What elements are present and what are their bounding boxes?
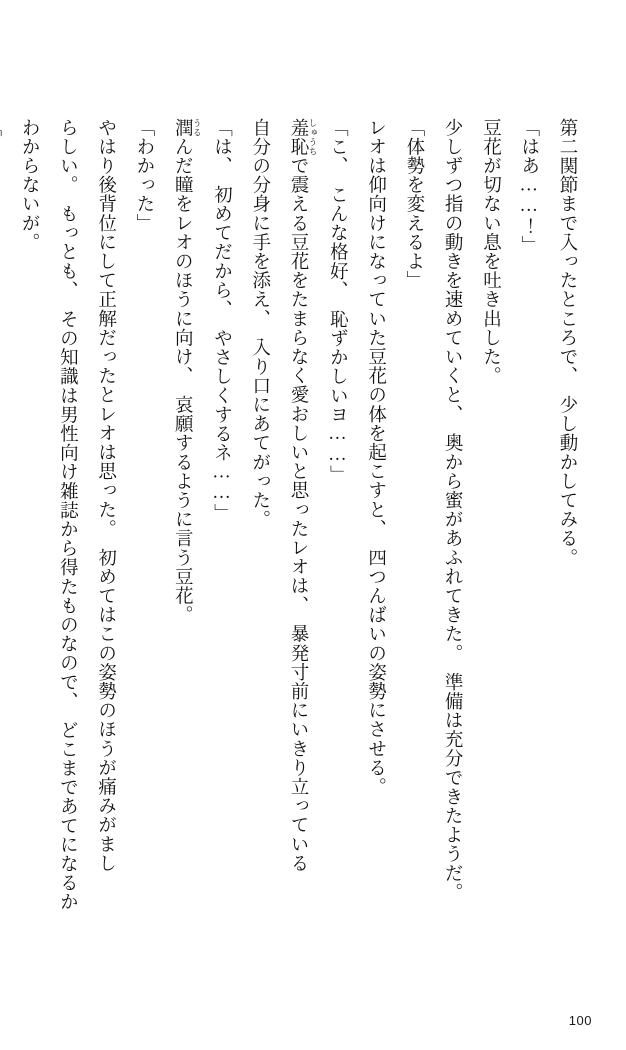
paragraph-14: らしい。 もっとも、 その知識は男性向け雑誌から得たものなので、 どこまであてになるか [57,118,78,912]
paragraph-13: やはり後背位にして正解だったとレオは思った。 初めてはこの姿勢のほうが痛みがまし [95,118,116,873]
paragraph-16-dialogue [0,118,10,990]
paragraph-2-dialogue: 「はあ……！」 [518,118,539,255]
vertical-text-body [19,118,586,990]
paragraph-4: 少しずつ指の動きを速めていくと、 奥から蜜があふれてきた。 準備は充分できたようだ。 [442,118,463,902]
paragraph-6: レオは仰向けになっていた豆花の体を起こすと、 四つんばいの姿勢にさせる。 [365,118,386,797]
paragraph-10-dialogue: 「は、 初めてだから、 やさしくするネ……」 [211,118,232,523]
paragraph-7-dialogue: 「こ、 こんな格好、 恥ずかしいヨ……」 [327,118,348,485]
paragraph-1: 第二関節まで入ったところで、 少し動かしてみる。 [557,118,577,568]
paragraph-8: 羞恥 しゅうちで震える豆花をたまらなく愛おしいと思ったレオは、 暴発寸前にいきり立っている [288,118,319,873]
ruby-shuuchi: 羞恥 しゅうち [288,118,319,157]
paragraph-12-dialogue: 「わかった」 [133,118,154,233]
paragraph-11: 潤 うるんだ瞳をレオのほうに向け、 哀願するように言う豆花。 [172,118,203,625]
paragraph-9: 自分の分身に手を添え、 入り口にあてがった。 [249,118,270,529]
paragraph-15: わからないが。 [19,118,40,252]
paragraph-3: 豆花が切ない息を吐き出した。 [480,118,501,386]
page-number: 100 [568,1013,592,1028]
ruby-uru: 潤 うる [172,118,203,138]
paragraph-5-dialogue: 「体勢を変えるよ」 [403,118,424,290]
